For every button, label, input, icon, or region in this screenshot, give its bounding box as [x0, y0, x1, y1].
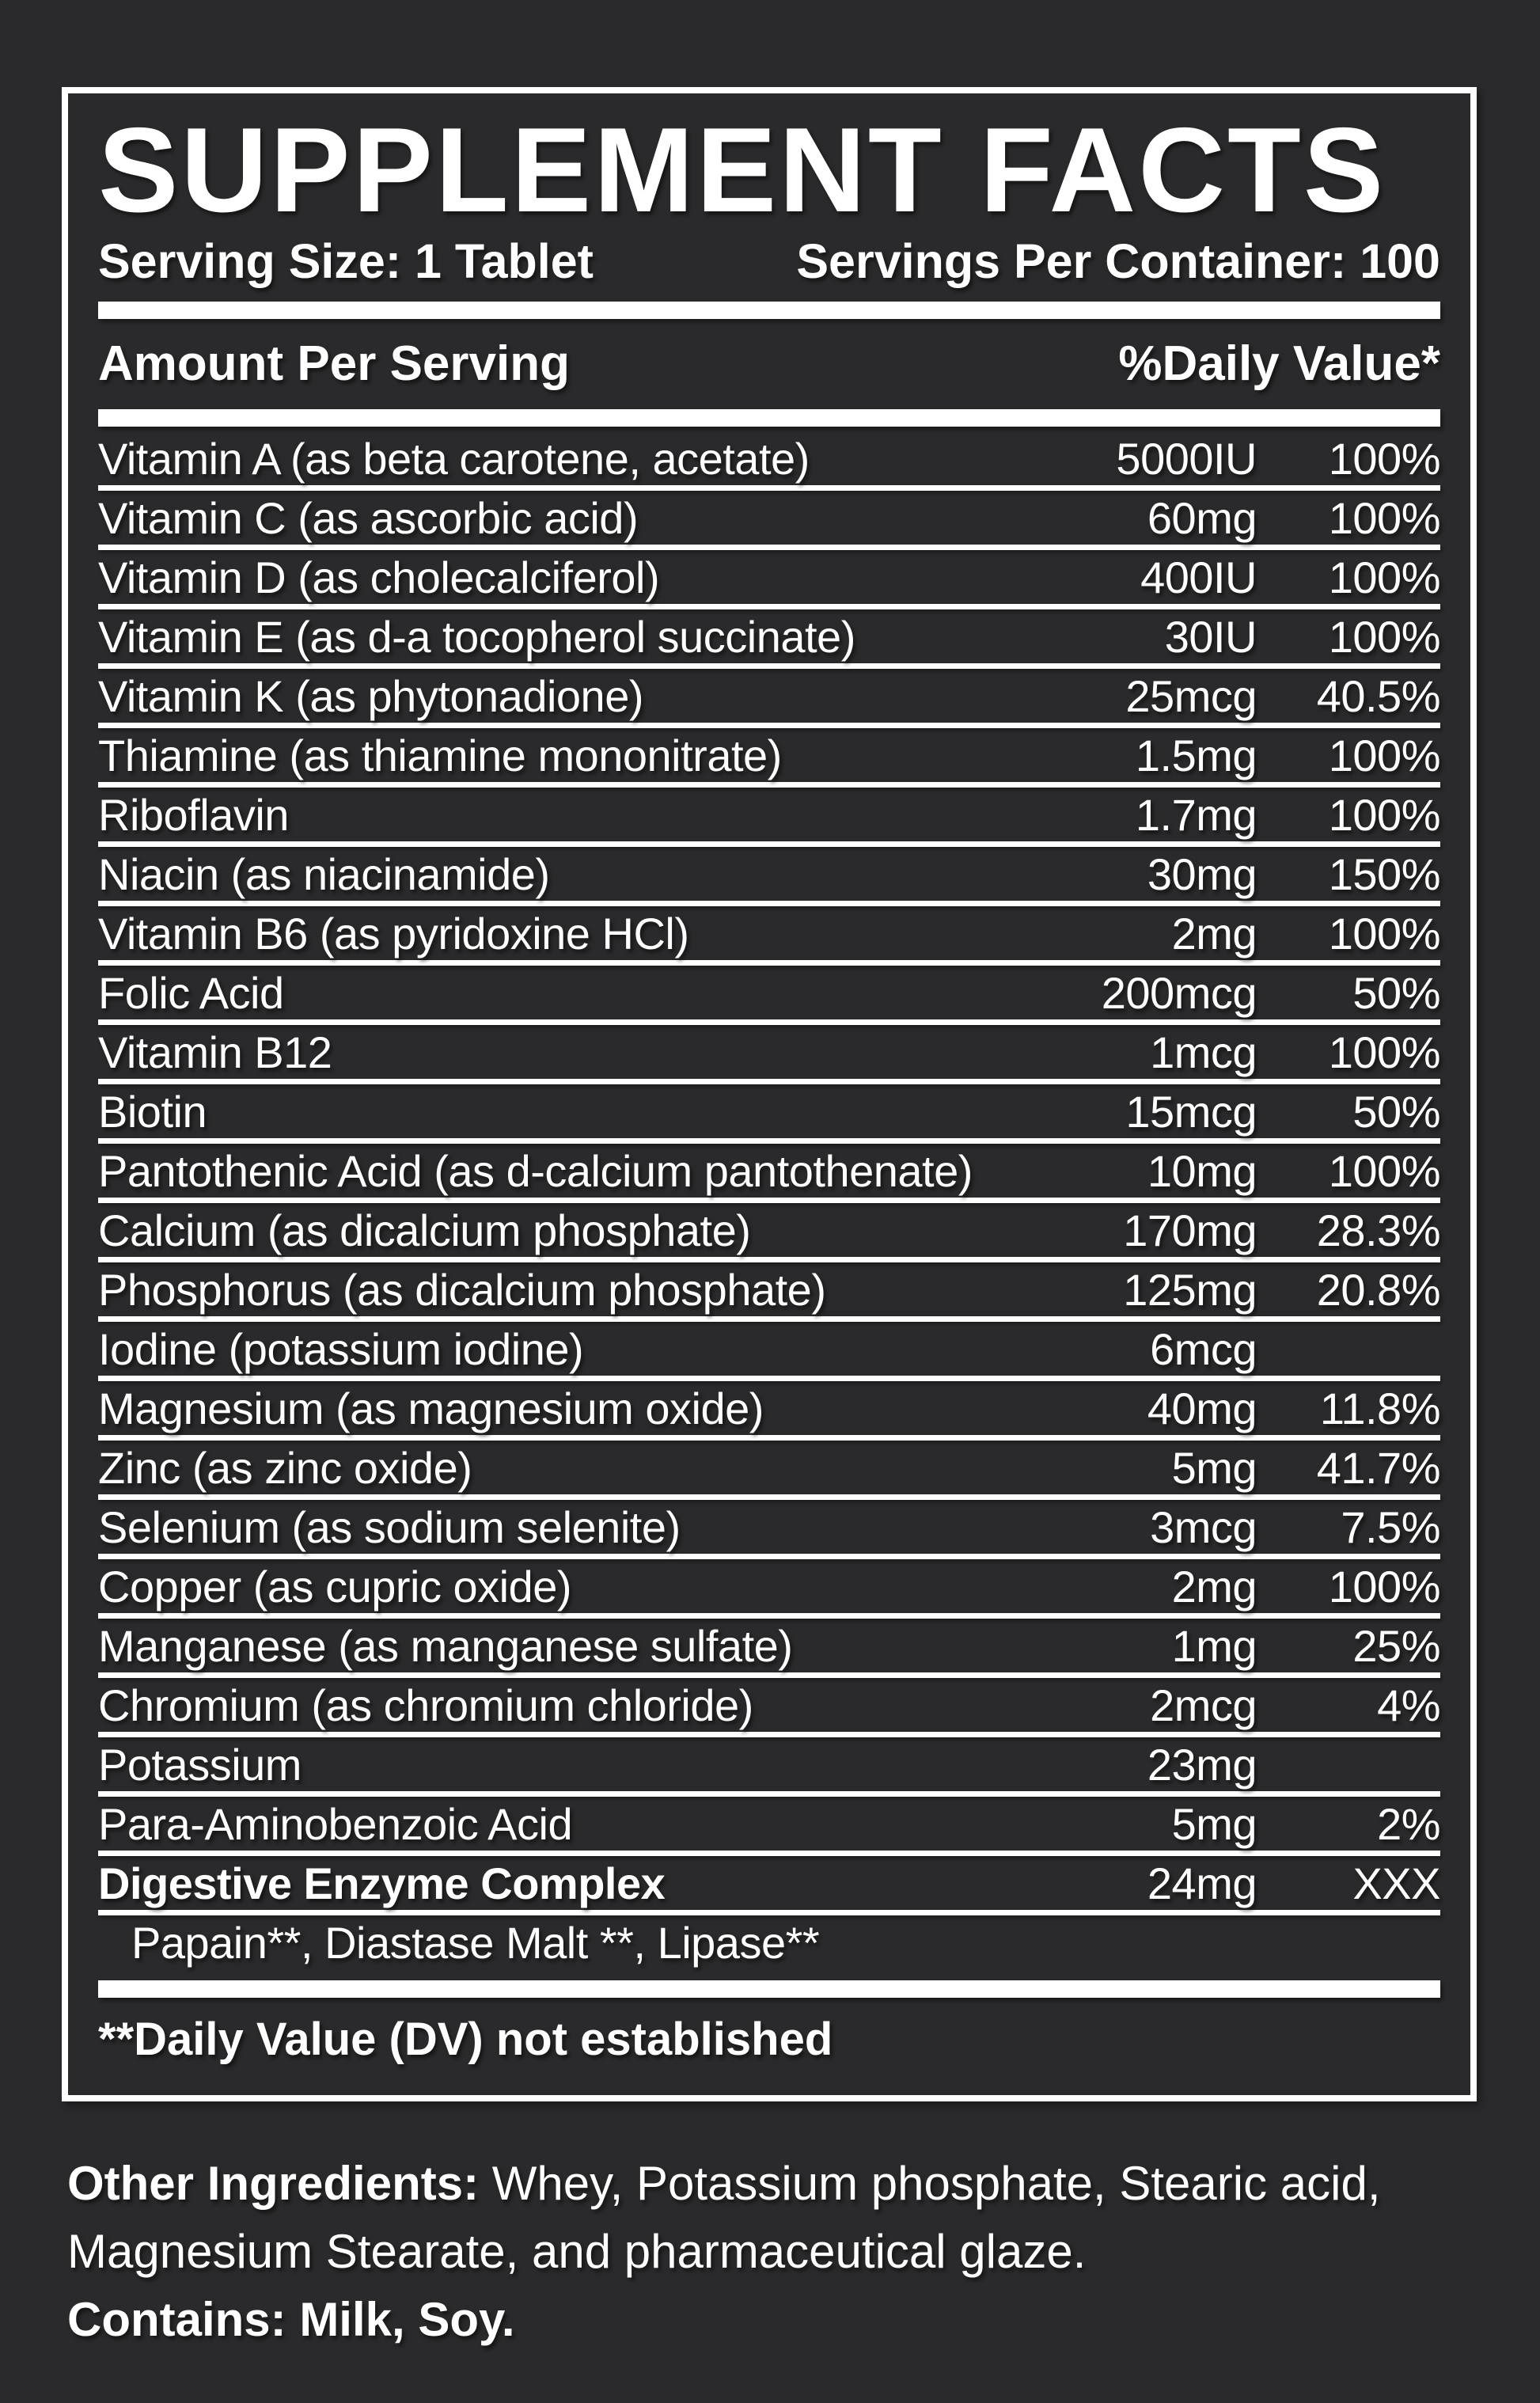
- table-row: [98, 1441, 1440, 1494]
- row-name: Selenium (as sodium selenite): [98, 1501, 681, 1552]
- thick-divider-bottom: [98, 1980, 1440, 1998]
- row-dv: 20.8%: [1316, 1264, 1440, 1315]
- row-separator: [98, 901, 1440, 906]
- other-ingredients-line1: [67, 2150, 1500, 2218]
- table-row: [98, 431, 1440, 485]
- thick-divider-header: [98, 409, 1440, 427]
- table-row: [98, 609, 1440, 663]
- table-row: [98, 1144, 1440, 1198]
- row-amount: 30IU: [1164, 611, 1257, 662]
- table-row: [98, 1856, 1440, 1910]
- row-name: Riboflavin: [98, 789, 289, 840]
- row-separator: [98, 1494, 1440, 1500]
- row-dv: 100%: [1328, 552, 1440, 602]
- row-name: Iodine (potassium iodine): [98, 1323, 584, 1374]
- contains-line: Contains: Milk, Soy.: [67, 2293, 515, 2346]
- row-dv: 28.3%: [1316, 1205, 1440, 1255]
- row-separator: [98, 1019, 1440, 1025]
- daily-value-header: %Daily Value*: [1118, 336, 1440, 391]
- table-row: [98, 1559, 1440, 1613]
- row-separator: [98, 1257, 1440, 1262]
- row-separator: [98, 663, 1440, 669]
- row-amount: 60mg: [1147, 492, 1257, 543]
- row-dv: 100%: [1328, 611, 1440, 662]
- amount-per-serving-header: Amount Per Serving: [98, 336, 570, 391]
- row-dv: 2%: [1377, 1798, 1440, 1849]
- row-amount: 23mg: [1147, 1739, 1257, 1790]
- row-name: Manganese (as manganese sulfate): [98, 1620, 793, 1671]
- row-amount: 400IU: [1140, 552, 1257, 602]
- row-name: Zinc (as zinc oxide): [98, 1442, 472, 1493]
- row-separator: [98, 1198, 1440, 1203]
- row-name: Potassium: [98, 1739, 302, 1790]
- row-separator: [98, 545, 1440, 550]
- table-row: [98, 1619, 1440, 1672]
- table-row: [98, 1678, 1440, 1732]
- row-dv: 100%: [1328, 789, 1440, 840]
- table-row: [98, 550, 1440, 604]
- table-row: [98, 728, 1440, 782]
- row-name: Phosphorus (as dicalcium phosphate): [98, 1264, 826, 1315]
- table-row: [98, 1025, 1440, 1079]
- row-name: Biotin: [98, 1086, 207, 1137]
- row-amount: 2mg: [1171, 1561, 1257, 1611]
- row-name: Vitamin D (as cholecalciferol): [98, 552, 660, 602]
- row-separator: [98, 1910, 1440, 1915]
- other-ingredients-line2: Magnesium Stearate, and pharmaceutical glaze.: [67, 2225, 1087, 2278]
- table-row: [98, 1203, 1440, 1257]
- dv-footnote: **Daily Value (DV) not established: [98, 2014, 833, 2065]
- row-name: Copper (as cupric oxide): [98, 1561, 572, 1611]
- row-amount: 10mg: [1147, 1145, 1257, 1196]
- row-amount: 1.7mg: [1135, 789, 1257, 840]
- row-dv: 50%: [1352, 967, 1440, 1018]
- row-name: Niacin (as niacinamide): [98, 848, 550, 899]
- row-name: Vitamin A (as beta carotene, acetate): [98, 433, 810, 484]
- serving-size: Serving Size: 1 Tablet: [98, 234, 594, 288]
- row-dv: 11.8%: [1319, 1383, 1440, 1433]
- row-amount: 200mcg: [1101, 967, 1257, 1018]
- row-dv: 25%: [1352, 1620, 1440, 1671]
- row-separator: [98, 723, 1440, 728]
- row-dv: 100%: [1328, 433, 1440, 484]
- row-separator: [98, 1376, 1440, 1381]
- table-row: [98, 1381, 1440, 1435]
- row-separator: [98, 1079, 1440, 1084]
- row-name: Vitamin B12: [98, 1027, 332, 1077]
- row-amount: 3mcg: [1150, 1501, 1257, 1552]
- table-row: [98, 491, 1440, 545]
- row-amount: 170mg: [1123, 1205, 1257, 1255]
- row-dv: 150%: [1328, 848, 1440, 899]
- row-separator: [98, 841, 1440, 847]
- row-name: Folic Acid: [98, 967, 284, 1018]
- row-amount: 5mg: [1171, 1798, 1257, 1849]
- row-name: Chromium (as chromium chloride): [98, 1680, 753, 1730]
- thick-divider-top: [98, 302, 1440, 319]
- row-name: Pantothenic Acid (as d-calcium pantothenate): [98, 1145, 973, 1196]
- other-ingredients-section: [67, 2150, 1500, 2354]
- row-separator: [98, 485, 1440, 491]
- table-row: [98, 1797, 1440, 1851]
- row-separator: [98, 960, 1440, 966]
- row-amount: 1mg: [1171, 1620, 1257, 1671]
- row-amount: 5000IU: [1116, 433, 1257, 484]
- row-amount: 5mg: [1171, 1442, 1257, 1493]
- row-name: Vitamin E (as d-a tocopherol succinate): [98, 611, 855, 662]
- row-name: Vitamin K (as phytonadione): [98, 670, 643, 721]
- row-dv: 100%: [1328, 730, 1440, 780]
- servings-per-container: Servings Per Container: 100: [796, 234, 1440, 288]
- row-separator: [98, 604, 1440, 609]
- table-row: [98, 1322, 1440, 1376]
- row-amount: 25mcg: [1125, 670, 1257, 721]
- row-separator: [98, 1316, 1440, 1322]
- row-name: Para-Aminobenzoic Acid: [98, 1798, 573, 1849]
- supplement-facts-panel: [62, 87, 1477, 2101]
- table-row: [98, 1084, 1440, 1138]
- row-amount: 125mg: [1123, 1264, 1257, 1315]
- row-dv: XXX: [1352, 1858, 1440, 1908]
- row-name: Calcium (as dicalcium phosphate): [98, 1205, 751, 1255]
- table-row: [98, 966, 1440, 1019]
- row-amount: 30mg: [1147, 848, 1257, 899]
- row-dv: 4%: [1377, 1680, 1440, 1730]
- panel-title: SUPPLEMENT FACTS: [98, 103, 1386, 237]
- row-amount: 2mg: [1171, 908, 1257, 959]
- row-separator: [98, 1554, 1440, 1559]
- nutrient-table: [98, 431, 1440, 1969]
- row-name: Vitamin C (as ascorbic acid): [98, 492, 639, 543]
- table-row: [98, 788, 1440, 841]
- row-separator: [98, 1613, 1440, 1619]
- row-name: Vitamin B6 (as pyridoxine HCl): [98, 908, 689, 959]
- row-separator: [98, 782, 1440, 788]
- row-dv: 100%: [1328, 1561, 1440, 1611]
- row-name: Papain**, Diastase Malt **, Lipase**: [131, 1917, 820, 1968]
- other-ingredients-label: Other Ingredients:: [67, 2157, 492, 2210]
- row-amount: 2mcg: [1150, 1680, 1257, 1730]
- row-dv: 40.5%: [1316, 670, 1440, 721]
- table-row: [98, 1737, 1440, 1791]
- row-amount: 6mcg: [1150, 1323, 1257, 1374]
- serving-info: [98, 235, 1440, 287]
- row-name: Thiamine (as thiamine mononitrate): [98, 730, 782, 780]
- row-separator: [98, 1672, 1440, 1678]
- table-row: [98, 847, 1440, 901]
- row-amount: 1mcg: [1150, 1027, 1257, 1077]
- row-dv: 100%: [1328, 1027, 1440, 1077]
- table-row: [98, 1500, 1440, 1554]
- row-separator: [98, 1138, 1440, 1144]
- row-name: Magnesium (as magnesium oxide): [98, 1383, 764, 1433]
- row-dv: 100%: [1328, 908, 1440, 959]
- table-row: [98, 1262, 1440, 1316]
- row-dv: 50%: [1352, 1086, 1440, 1137]
- row-separator: [98, 1732, 1440, 1737]
- row-separator: [98, 1435, 1440, 1441]
- table-row: [98, 906, 1440, 960]
- row-amount: 40mg: [1147, 1383, 1257, 1433]
- column-headers: [98, 336, 1440, 391]
- row-dv: 100%: [1328, 492, 1440, 543]
- row-amount: 24mg: [1147, 1858, 1257, 1908]
- table-row: [98, 669, 1440, 723]
- row-name: Digestive Enzyme Complex: [98, 1858, 666, 1908]
- other-ingredients-text: Whey, Potassium phosphate, Stearic acid,: [491, 2157, 1381, 2210]
- row-separator: [98, 1791, 1440, 1797]
- row-amount: 15mcg: [1125, 1086, 1257, 1137]
- row-dv: 7.5%: [1341, 1501, 1440, 1552]
- row-dv: 100%: [1328, 1145, 1440, 1196]
- row-separator: [98, 1851, 1440, 1856]
- row-dv: 41.7%: [1316, 1442, 1440, 1493]
- row-amount: 1.5mg: [1135, 730, 1257, 780]
- table-row: [98, 1915, 1440, 1969]
